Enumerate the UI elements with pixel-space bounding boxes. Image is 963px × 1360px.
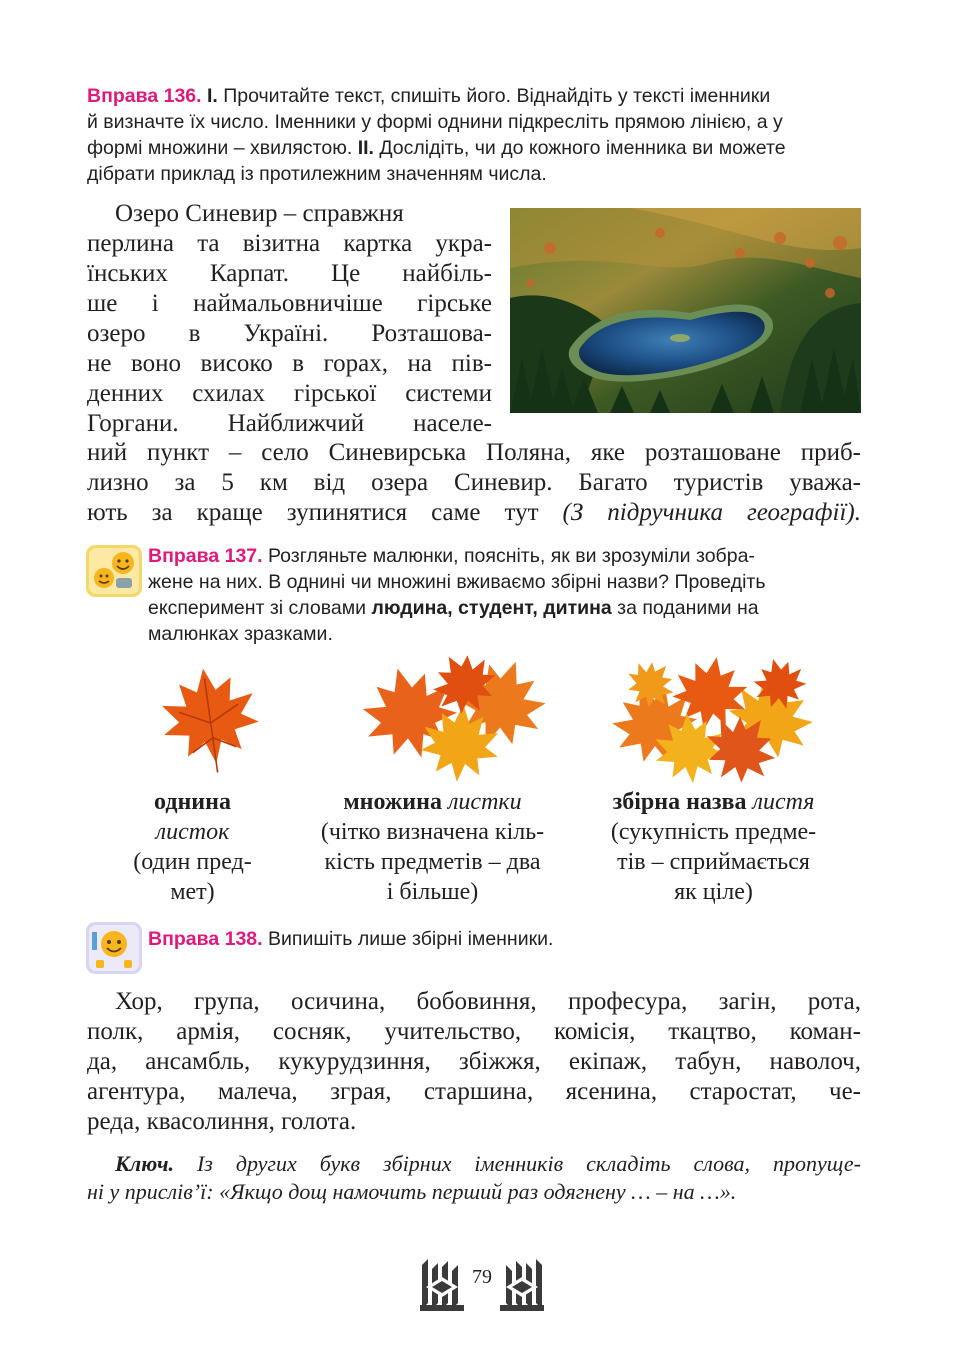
caption-plural: множина листки (чітко визначена кіль- кість предметів – два і більше): [320, 789, 545, 905]
footer-ornament-left-icon: [418, 1257, 466, 1313]
footer-ornament-right-icon: [498, 1257, 546, 1313]
lake-synevyr-photo: [510, 208, 861, 413]
exercise-138-words: Хор, група, осичина, бобовиння, професура, загін, рота, полк, армія, сосняк, учительство, комісія, ткацтво, коман- да, ансамбль, кукурудзиння, збіжжя, екіпаж, табун, наволоч, агентура, малеча, зграя, старшина, ясенина, старостат, че- реда, квасолиння, голота.: [87, 988, 861, 1135]
caption-collective: збірна назва листя (сукупність предме- тів – сприймається як ціле): [610, 789, 817, 905]
key-label: Ключ.: [115, 1151, 175, 1176]
source-citation: (З підручника географії).: [562, 499, 861, 526]
page-number: 79: [472, 1266, 492, 1288]
exercise-136-label: Вправа 136.: [87, 85, 202, 107]
several-leaves-illustration: [350, 655, 550, 785]
exercise-137-label: Вправа 137.: [148, 545, 263, 567]
exercise-136-instructions: Вправа 136. І. Прочитайте текст, спишіть його. Віднайдіть у тексті іменники й визначте їх число. Іменники у формі однини підкресліть прямою лінією, а у формі множини – хвилястою. ІІ. Дослідіть, чи до кожного іменника ви можете дібрати приклад із протилежним значенням числа.: [87, 85, 786, 185]
lake-text-narrow: Озеро Синевир – справжня перлина та візитна картка укра- їнських Карпат. Це найбіль- ше і наймальовничіше гірське озеро в Україні. Розташова- не воно високо в горах, на пів- денних схилах гірської системи Горгани. Найближчий населе-: [87, 200, 492, 437]
smiley-discussion-icon: [86, 545, 142, 597]
key-hint: Ключ. Із других букв збірних іменників складіть слова, пропуще- ні у прислів’ї: «Якщо дощ намочить перший раз одягнену … – на …».: [87, 1151, 861, 1204]
lake-text-wide: ний пункт – село Синевирська Поляна, яке розташоване приб- лизно за 5 км від озера Синевир. Багато туристів уважа- ють за краще зупинятися саме тут (З підручника географії).: [87, 439, 861, 526]
exercise-137-instructions: Вправа 137. Розгляньте малюнки, поясніть, як ви зрозуміли зобра- жене на них. В однині чи множині вживаємо збірні назви? Проведіть експеримент зі словами людина, студент, дитина за поданими на малюнках зразками.: [148, 545, 766, 645]
exercise-138-instructions: Вправа 138. Випишіть лише збірні іменники.: [148, 928, 554, 950]
lake-photo-graphic: [510, 208, 861, 413]
smiley-writing-icon: [86, 922, 142, 974]
exercise-138-label: Вправа 138.: [148, 928, 263, 950]
caption-singular: однина листок (один пред- мет): [133, 789, 252, 905]
leaf-pile-illustration: [610, 655, 820, 785]
single-leaf-illustration: [150, 660, 270, 780]
